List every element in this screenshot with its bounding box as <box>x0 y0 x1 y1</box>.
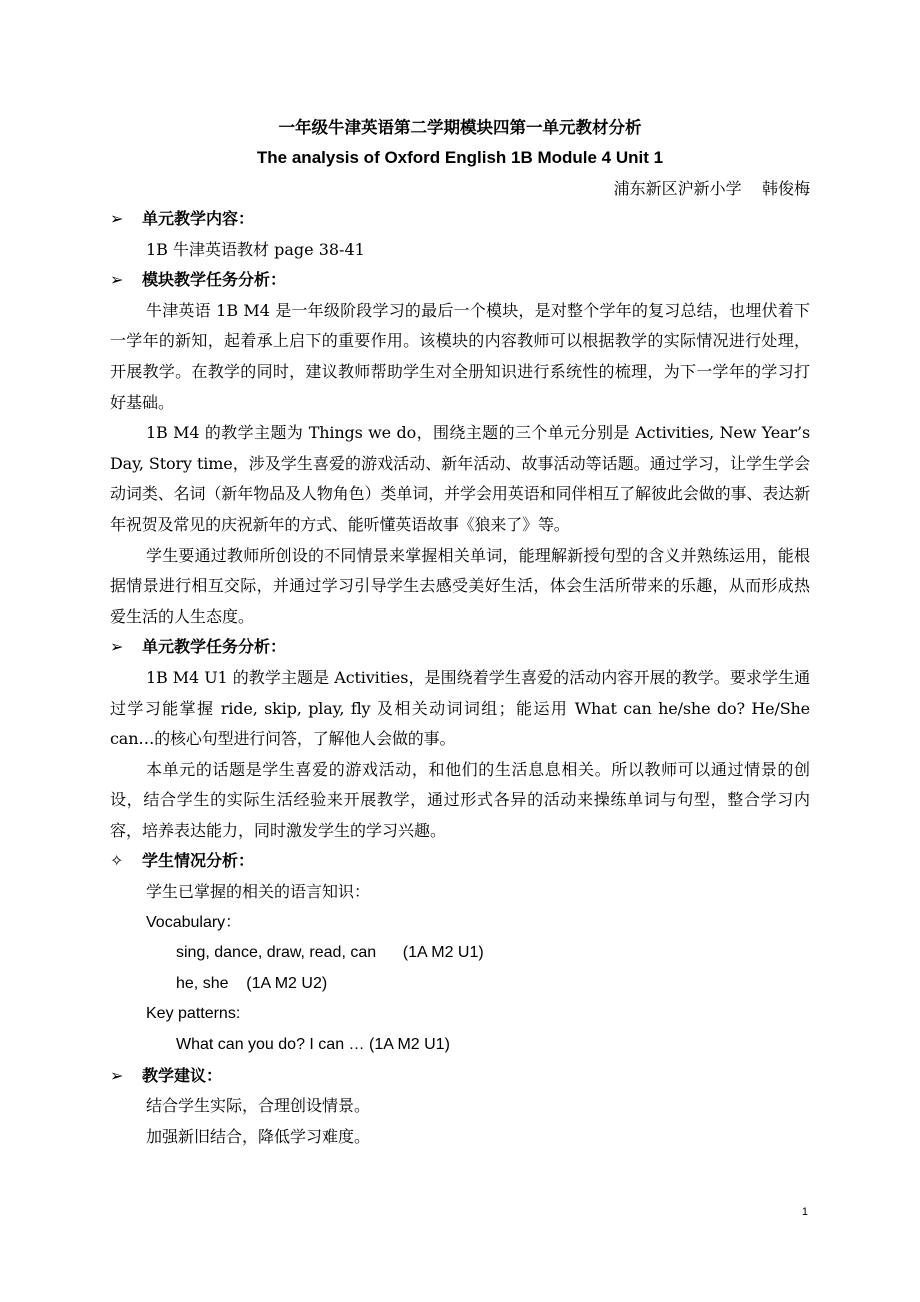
section-heading-module <box>110 265 810 296</box>
advice-item-2: 加强新旧结合，降低学习难度。 <box>146 1126 371 1146</box>
heading-text: 单元教学任务分析： <box>142 637 287 657</box>
content-text-span: 1B 牛津英语教材 page 38-41 <box>146 239 365 259</box>
students-intro: 学生已掌握的相关的语言知识： <box>146 882 371 902</box>
section-advice <box>110 1061 810 1092</box>
diamond-bullet-icon: ✧ <box>110 851 124 871</box>
arrow-bullet-icon: ➢ <box>110 637 124 657</box>
unit-paragraph-1: 1B M4 U1 的教学主题是 Activities，是围绕着学生喜爱的活动内容开展的教学。要求学生通过学习能掌握 ride, skip, play, fly 及相关动词词组；能运用 What can he/she do? He/She can…的核心句型进行问答，了解他人会做的事。 <box>110 667 810 749</box>
arrow-bullet-icon: ➢ <box>110 1065 124 1085</box>
arrow-bullet-icon: ➢ <box>110 209 124 228</box>
section-heading-students <box>110 846 810 877</box>
page-number: 1 <box>801 1206 808 1218</box>
document-body <box>110 204 810 1152</box>
vocabulary-line-1: sing, dance, draw, read, can (1A M2 U1) <box>176 944 484 962</box>
section-content <box>110 204 810 235</box>
vocabulary-line-2: he, she (1A M2 U2) <box>176 974 328 992</box>
section-module <box>110 265 810 296</box>
section-unit <box>110 632 810 663</box>
module-paragraph-1: 牛津英语 1B M4 是一年级阶段学习的最后一个模块，是对整个学年的复习总结，也埋伏着下一学年的新知，起着承上启下的重要作用。该模块的内容教师可以根据教学的实际情况进行处理，开展教学。在教学的同时，建议教师帮助学生对全册知识进行系统性的梳理，为下一学年的学习打好基础。 <box>110 300 810 412</box>
author-line: 浦东新区沪新小学 韩俊梅 <box>613 179 810 198</box>
advice-item-1: 结合学生实际，合理创设情景。 <box>146 1096 371 1116</box>
heading-text: 教学建议： <box>142 1065 223 1085</box>
section-heading-advice <box>110 1061 810 1092</box>
module-paragraph-3: 学生要通过教师所创设的不同情景来掌握相关单词，能理解新授句型的含义并熟练运用，能根据情景进行相互交际，并通过学习引导学生去感受美好生活，体会生活所带来的乐趣，从而形成热爱生活的人生态度。 <box>110 545 810 626</box>
section-heading-content <box>110 204 810 235</box>
module-paragraph-2: 1B M4 的教学主题为 Things we do，围绕主题的三个单元分别是 Activities, New Year’s Day, Story time，涉及学生喜爱的游戏活动、新年活动、故事活动等话题。通过学习，让学生学会动词类、名词（新年物品及人物角色）类单词，并学会用英语和同伴相互了解彼此会做的事、表达新年祝贺及常见的庆祝新年的方式、能听懂英语故事《狼来了》等。 <box>110 423 810 534</box>
unit-paragraph-2: 本单元的话题是学生喜爱的游戏活动，和他们的生活息息相关。所以教师可以通过情景的创设，结合学生的实际生活经验来开展教学，通过形式各异的活动来操练单词与句型，整合学习内容，培养表达能力，同时激发学生的学习兴趣。 <box>110 759 810 840</box>
vocabulary-label: Vocabulary： <box>146 913 242 931</box>
content-text <box>110 235 810 266</box>
heading-text: 学生情况分析： <box>142 851 255 871</box>
key-patterns-line-1: What can you do? I can … (1A M2 U1) <box>176 1036 450 1054</box>
key-patterns-label: Key patterns: <box>146 1005 241 1023</box>
document-title-chinese: 一年级牛津英语第二学期模块四第一单元教材分析 <box>278 118 642 137</box>
section-students <box>110 846 810 877</box>
heading-text: 单元教学内容： <box>142 209 255 228</box>
arrow-bullet-icon: ➢ <box>110 270 124 290</box>
section-heading-unit <box>110 632 810 663</box>
heading-text: 模块教学任务分析： <box>142 270 287 290</box>
document-title-english: The analysis of Oxford English 1B Module 4 Unit 1 <box>256 148 664 167</box>
